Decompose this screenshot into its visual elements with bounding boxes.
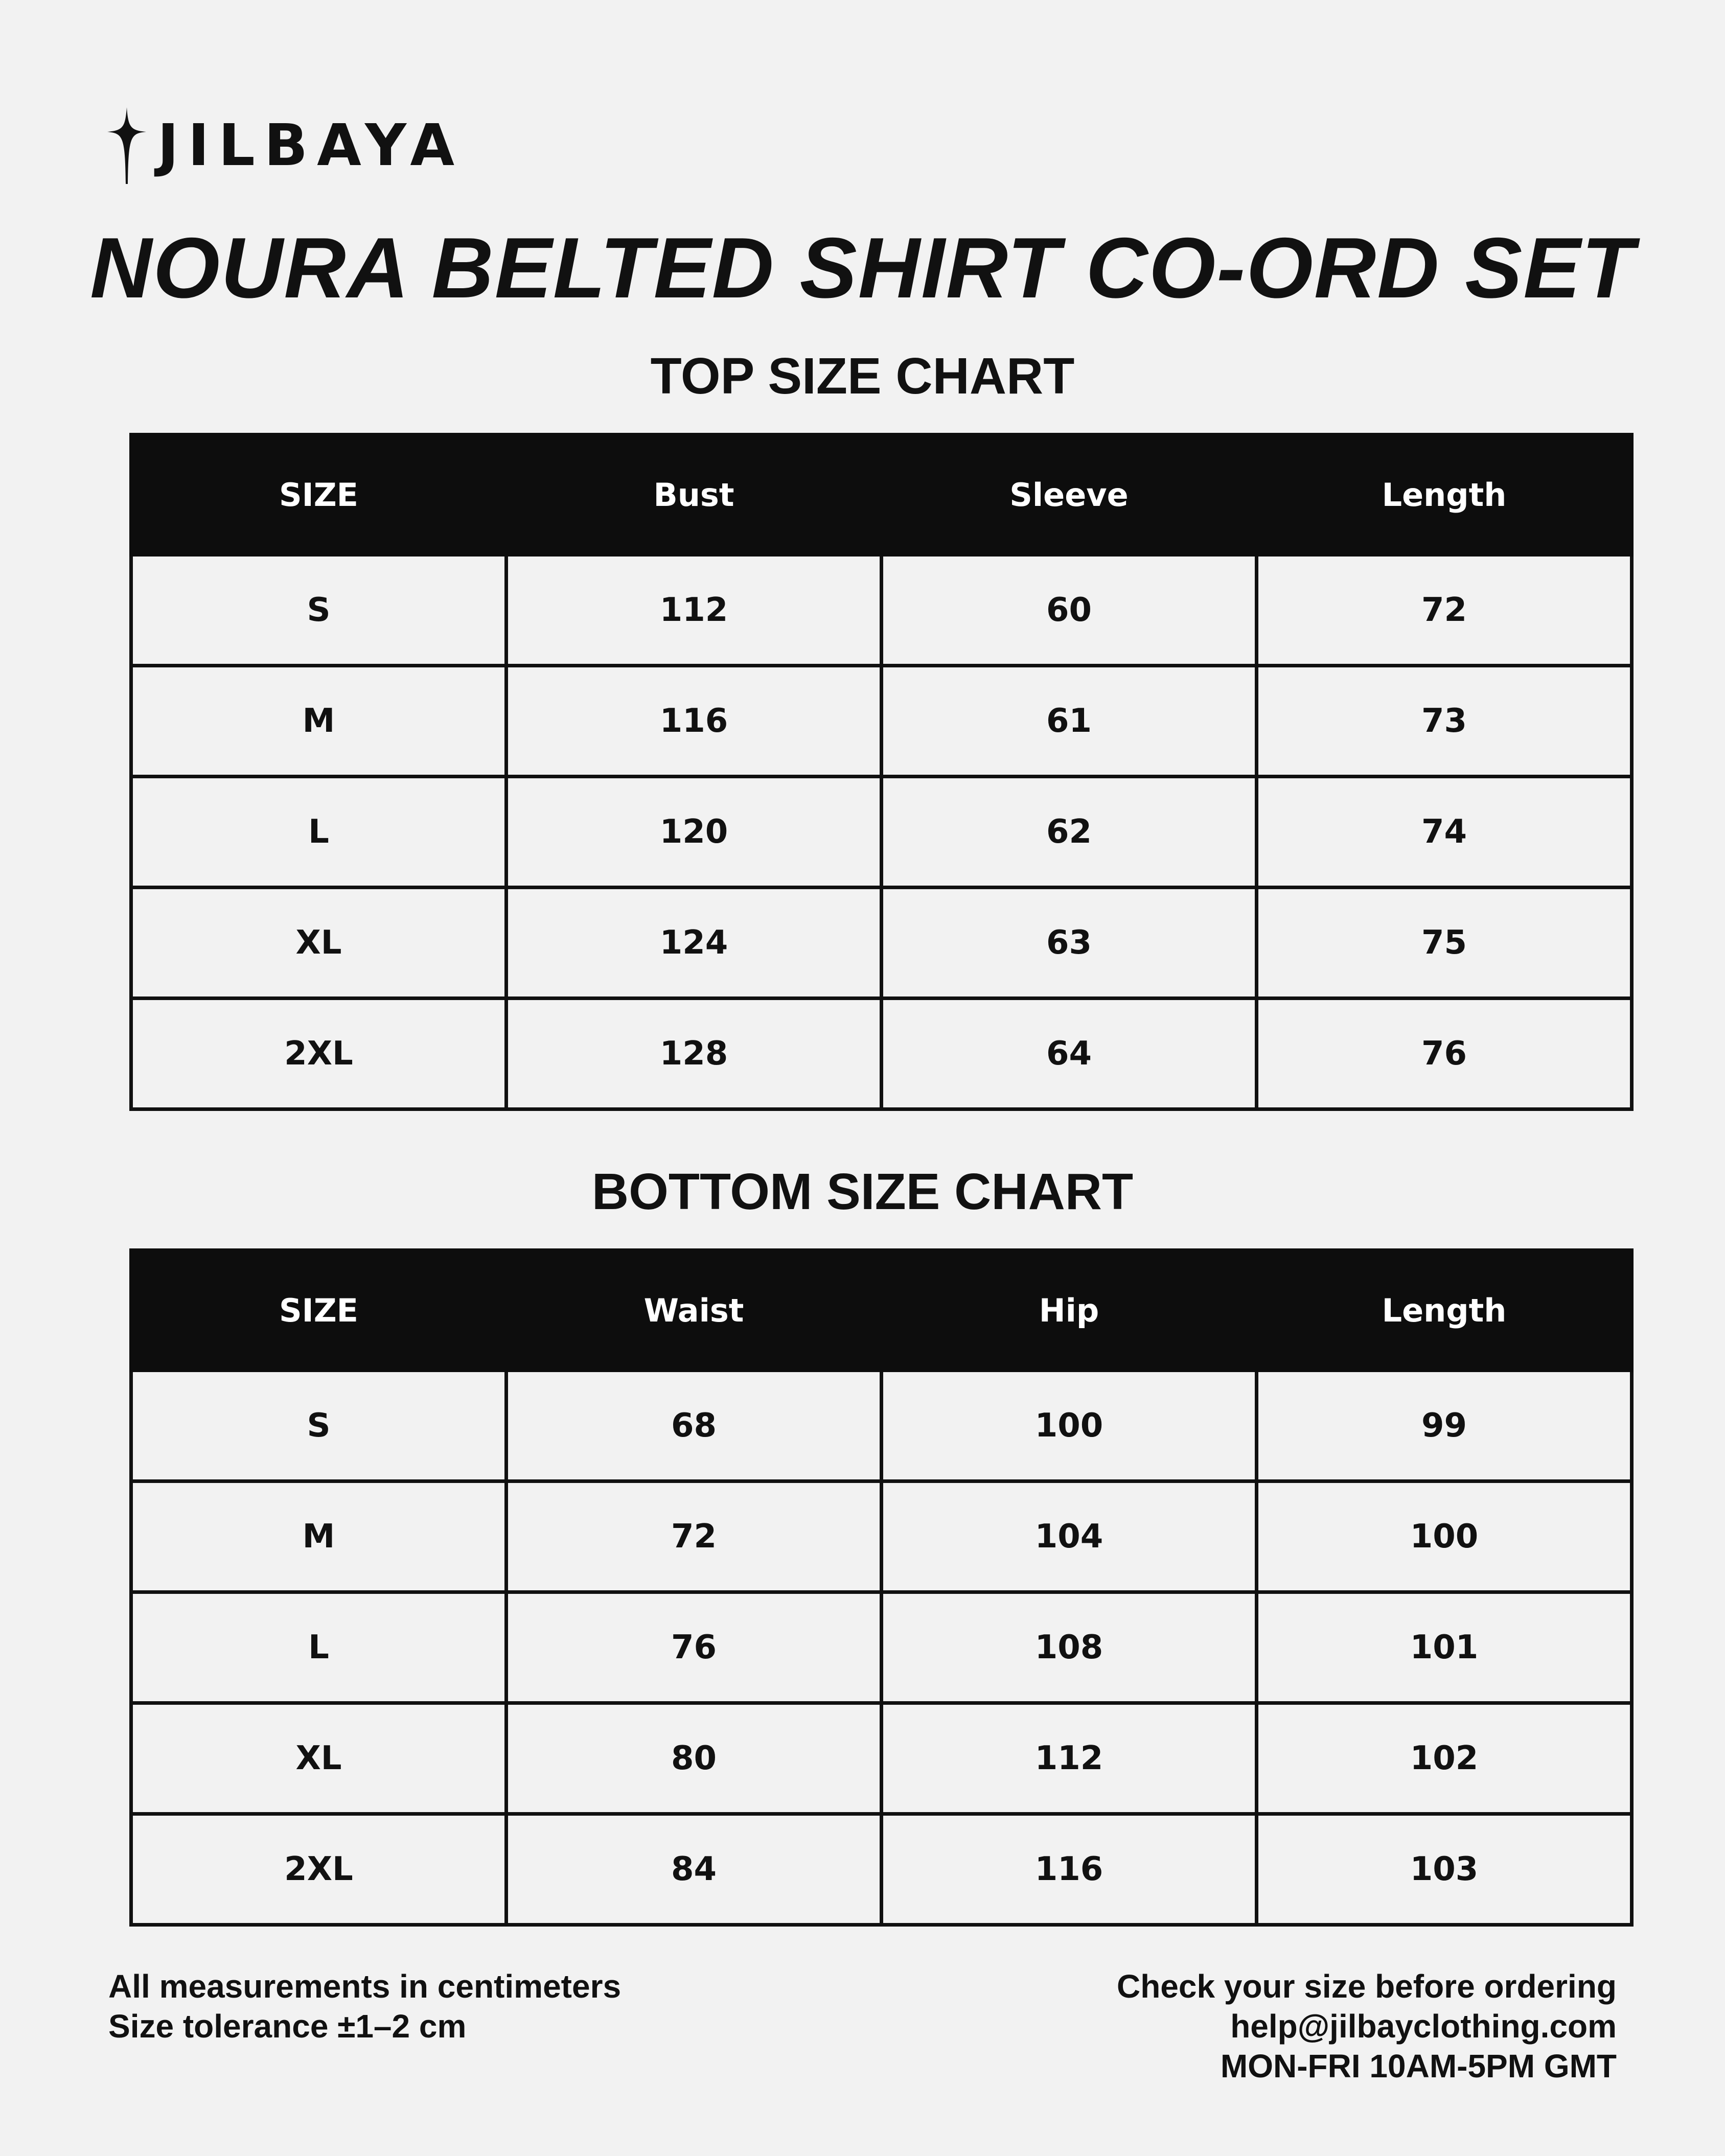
size-check-note: Check your size before ordering <box>1116 1968 1617 2005</box>
table-cell: 2XL <box>131 999 507 1109</box>
table-row <box>131 1592 1632 1703</box>
table-cell: 72 <box>507 1481 882 1592</box>
table-cell: 64 <box>882 999 1257 1109</box>
table-cell: 103 <box>1257 1814 1632 1925</box>
table-cell: 68 <box>507 1371 882 1481</box>
table-cell: 108 <box>882 1592 1257 1703</box>
top-size-table <box>129 433 1634 1111</box>
brand-name: JILBAYA <box>157 112 464 179</box>
table-cell: 61 <box>882 666 1257 777</box>
top-size-chart-heading: TOP SIZE CHART <box>650 347 1075 405</box>
table-cell: 63 <box>882 888 1257 999</box>
table-cell: 99 <box>1257 1371 1632 1481</box>
support-hours: MON-FRI 10AM-5PM GMT <box>1220 2048 1617 2084</box>
table-cell: 76 <box>507 1592 882 1703</box>
table-row <box>131 777 1632 888</box>
table-row <box>131 1481 1632 1592</box>
table-header-row <box>131 1250 1632 1371</box>
column-header-hip: Hip <box>882 1250 1257 1371</box>
brand-logo <box>107 107 464 184</box>
table-cell: 101 <box>1257 1592 1632 1703</box>
table-cell: 73 <box>1257 666 1632 777</box>
table-row <box>131 1814 1632 1925</box>
measurement-notes <box>108 1966 621 2046</box>
table-cell: 124 <box>507 888 882 999</box>
four-point-star-icon <box>107 107 146 184</box>
table-cell: 128 <box>507 999 882 1109</box>
support-email[interactable]: help@jilbayclothing.com <box>1230 2008 1617 2045</box>
table-cell: 76 <box>1257 999 1632 1109</box>
table-cell: 120 <box>507 777 882 888</box>
table-cell: 72 <box>1257 555 1632 666</box>
table-cell: S <box>131 1371 507 1481</box>
column-header-bust: Bust <box>507 435 882 555</box>
bottom-size-chart-heading: BOTTOM SIZE CHART <box>591 1163 1134 1220</box>
table-cell: L <box>131 777 507 888</box>
column-header-size: SIZE <box>131 1250 507 1371</box>
table-cell: 112 <box>507 555 882 666</box>
table-cell: 62 <box>882 777 1257 888</box>
table-row <box>131 888 1632 999</box>
table-cell: 80 <box>507 1703 882 1814</box>
table-cell: 74 <box>1257 777 1632 888</box>
table-cell: 2XL <box>131 1814 507 1925</box>
table-row <box>131 666 1632 777</box>
table-row <box>131 1703 1632 1814</box>
table-cell: 116 <box>507 666 882 777</box>
table-cell: 84 <box>507 1814 882 1925</box>
bottom-size-table <box>129 1248 1634 1927</box>
table-cell: M <box>131 666 507 777</box>
table-cell: 75 <box>1257 888 1632 999</box>
column-header-waist: Waist <box>507 1250 882 1371</box>
column-header-length: Length <box>1257 435 1632 555</box>
table-cell: S <box>131 555 507 666</box>
table-cell: L <box>131 1592 507 1703</box>
table-cell: 100 <box>1257 1481 1632 1592</box>
table-cell: 60 <box>882 555 1257 666</box>
table-cell: 100 <box>882 1371 1257 1481</box>
table-cell: 102 <box>1257 1703 1632 1814</box>
table-cell: XL <box>131 888 507 999</box>
table-header-row <box>131 435 1632 555</box>
page-title: NOURA BELTED SHIRT CO-ORD SET <box>90 220 1635 316</box>
table-row <box>131 1371 1632 1481</box>
column-header-length: Length <box>1257 1250 1632 1371</box>
table-cell: 104 <box>882 1481 1257 1592</box>
column-header-sleeve: Sleeve <box>882 435 1257 555</box>
column-header-size: SIZE <box>131 435 507 555</box>
table-cell: 116 <box>882 1814 1257 1925</box>
contact-info <box>1117 1966 1617 2086</box>
table-cell: 112 <box>882 1703 1257 1814</box>
table-row <box>131 555 1632 666</box>
table-row <box>131 999 1632 1109</box>
units-note: All measurements in centimeters <box>108 1968 622 2005</box>
tolerance-note: Size tolerance ±1–2 cm <box>108 2008 467 2045</box>
table-cell: M <box>131 1481 507 1592</box>
table-cell: XL <box>131 1703 507 1814</box>
